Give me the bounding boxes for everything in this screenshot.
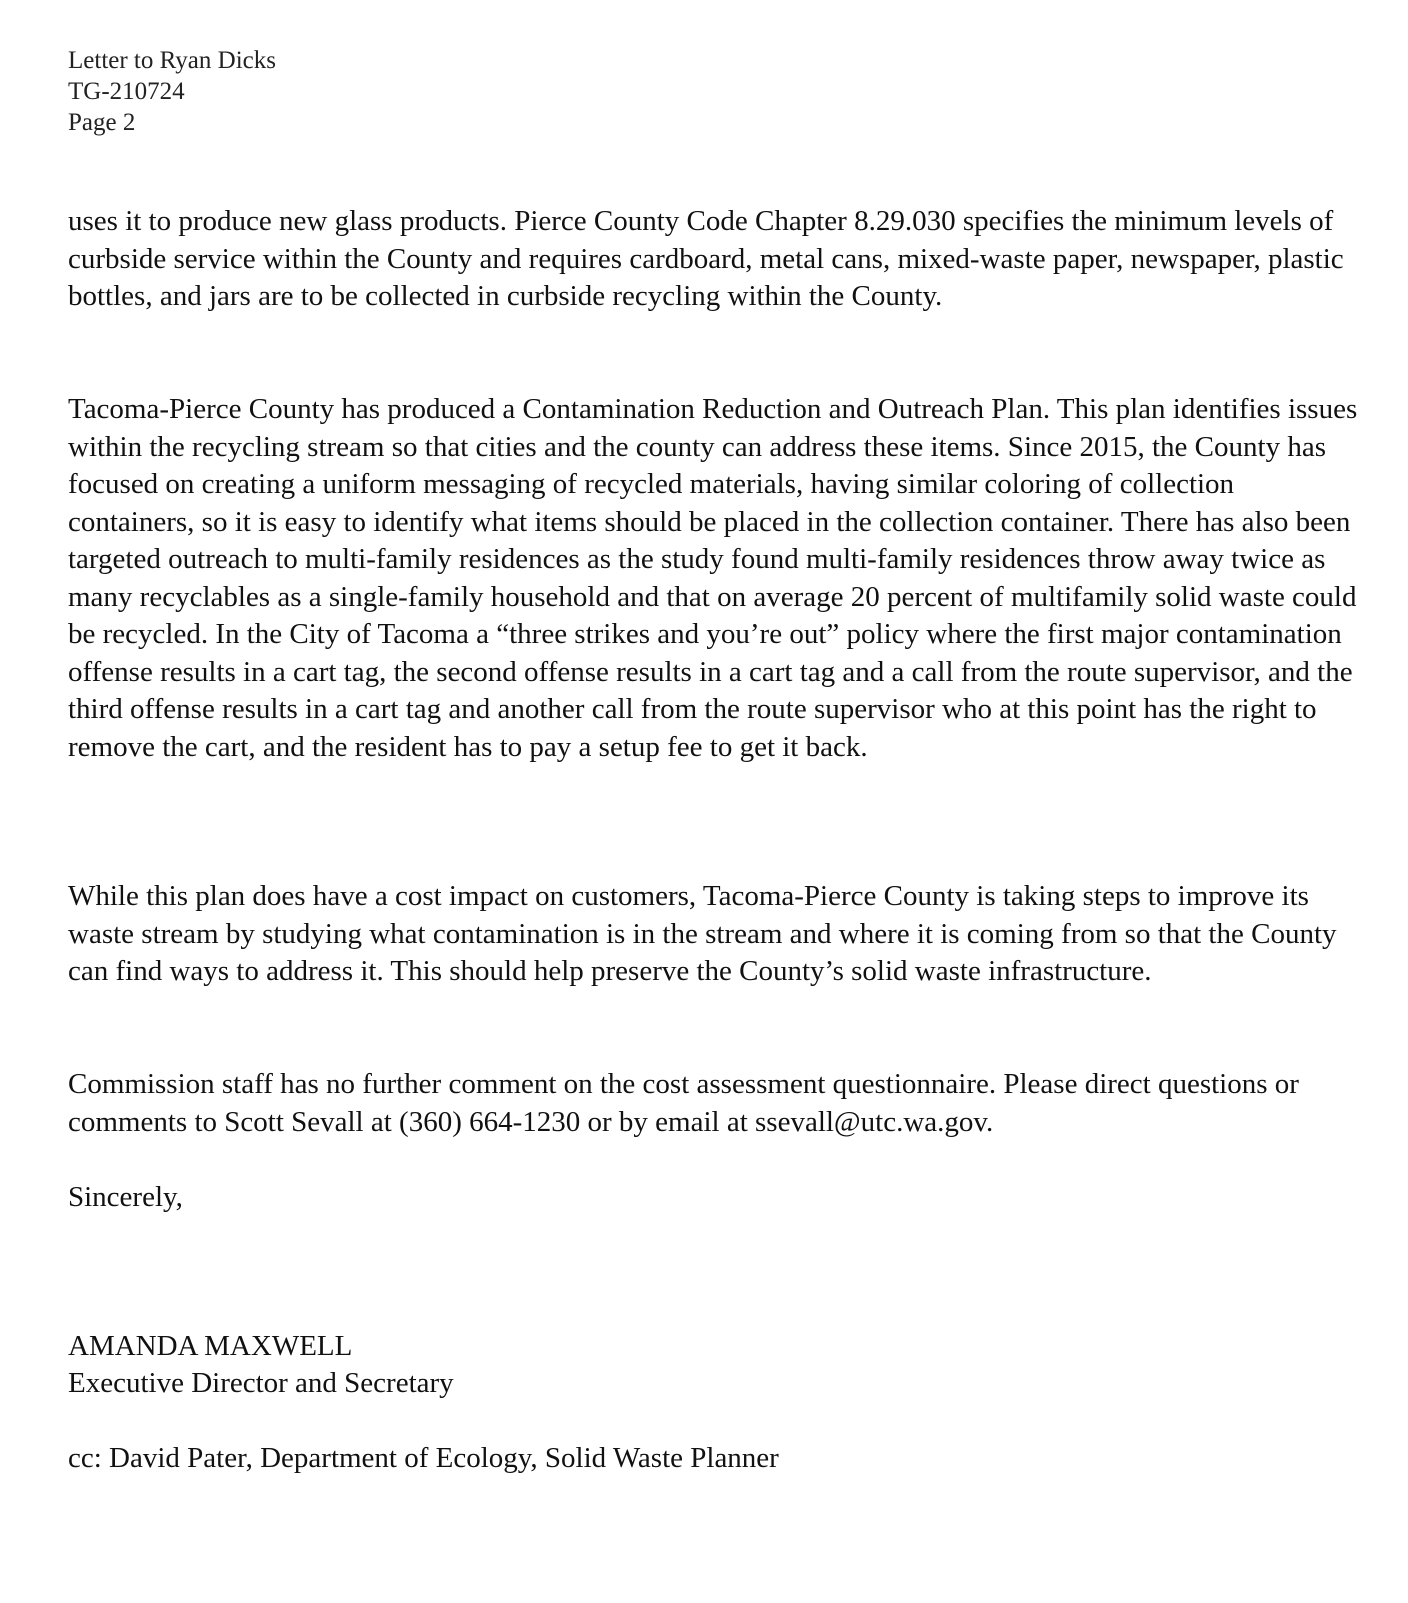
body-paragraph-2: Tacoma-Pierce County has produced a Contamination Reduction and Outreach Plan. This plan identifies issues within the recycling stream so that cities and the county can address these items. Since 2015, the County has focused on creating a uniform messaging of recycled materials, having similar coloring of collection containers, so it is easy to identify what items should be placed in the collection container. There has also been targeted outreach to multi-family residences as the study found multi-family residences throw away twice as many recyclables as a single-family household and that on average 20 percent of multifamily solid waste could be recycled. In the City of Tacoma a “three strikes and you’re out” policy where the first major contamination offense results in a cart tag, the second offense results in a cart tag and a call from the route supervisor, and the third offense results in a cart tag and another call from the route supervisor who at this point has the right to remove the cart, and the resident has to pay a setup fee to get it back. — [68, 393, 1358, 763]
signature-title: Executive Director and Secretary — [68, 1367, 454, 1399]
header-docket-number: TG-210724 — [68, 78, 185, 105]
header-recipient: Letter to Ryan Dicks — [68, 47, 276, 74]
closing: Sincerely, — [68, 1181, 183, 1213]
cc-line: cc: David Pater, Department of Ecology, Solid Waste Planner — [68, 1442, 779, 1474]
signature-name: AMANDA MAXWELL — [68, 1330, 353, 1362]
header-page-number: Page 2 — [68, 109, 136, 136]
body-paragraph-4: Commission staff has no further comment on the cost assessment questionnaire. Please direct questions or comments to Scott Sevall at (360) 664-1230 or by email at ssevall@utc.wa.gov. — [68, 1068, 1299, 1138]
body-paragraph-1: uses it to produce new glass products. Pierce County Code Chapter 8.29.030 specifies the minimum levels of curbside service within the County and requires cardboard, metal cans, mixed-waste paper, newspaper, plastic bottles, and jars are to be collected in curbside recycling within the County. — [68, 205, 1344, 312]
page-header — [68, 45, 276, 138]
body-paragraph-3: While this plan does have a cost impact on customers, Tacoma-Pierce County is taking steps to improve its waste stream by studying what contamination is in the stream and where it is coming from so that the County can find ways to address it. This should help preserve the County’s solid waste infrastructure. — [68, 880, 1337, 987]
